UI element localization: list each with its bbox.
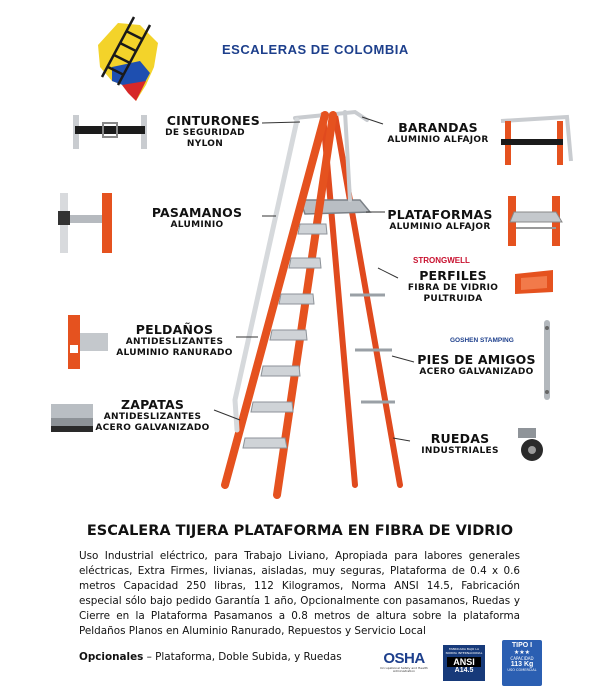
feature-peldanos-title: PELDAÑOS [135,322,214,337]
options-text: – Plataforma, Doble Subida, y Ruedas [143,651,342,663]
feature-zapatas-line2: ACERO GALVANIZADO [95,422,210,433]
feature-barandas-title: BARANDAS [398,120,478,135]
handrail-thumbnail [50,193,122,253]
wheel-thumbnail [510,426,550,462]
product-title: ESCALERA TIJERA PLATAFORMA EN FIBRA DE VIDRIO [86,523,514,539]
uso-text: USO COMERCIAL [507,668,537,672]
feature-pasamanos-title: PASAMANOS [151,205,243,220]
feature-perfiles-line1: FIBRA DE VIDRIO [407,283,499,294]
feature-peldanos-line2: ALUMINIO RANURADO [116,347,233,358]
feature-cinturones-title: CINTURONES [166,113,260,128]
feature-perfiles-line2: PULTRUIDA [423,293,483,304]
feature-pies-line1: ACERO GALVANIZADO [419,367,534,378]
feature-zapatas-title: ZAPATAS [120,397,185,412]
feature-plataformas-title: PLATAFORMAS [387,207,493,222]
goshen-logo: GOSHEN STAMPING [450,337,514,344]
feature-cinturones-line1: DE SEGURIDAD [165,128,245,139]
step-thumbnail [60,315,110,369]
belt-thumbnail [69,111,151,153]
tipo-text: TIPO I [511,642,533,649]
ansi-number: A14.5 [454,667,474,674]
osha-text: OSHA [383,650,425,667]
osha-badge [376,650,432,673]
feature-zapatas-line1: ANTIDESLIZANTES [103,412,202,423]
shoe-thumbnail [49,402,95,434]
ansi-top-text: FABRICADA BAJO LA NORMA INTERNACIONAL [445,647,483,655]
feature-pies-title: PIES DE AMIGOS [417,352,536,367]
product-description: Uso Industrial eléctrico, para Trabajo Liviano, Apropiada para labores generales eléctricas, Extra Firmes, livianas, aisladas, muy seguras, Plataforma de 0.4 x 0.6 metros Capacidad 250 libras, 112 Kilogramos, Norma ANSI 14.5, Fabricación especial sólo bajo pedido Garantía 1 año, Opcionalmente con pasamanos, Ruedas y Cierre en la Plataforma Pasamanos a 0.8 metros de altura sobre la plataforma Peldaños Planos en Aluminio Ranurado, Repuestos y Servicio Local [79,550,520,637]
kg-text: 113 Kg [510,661,534,668]
ansi-badge [443,645,485,681]
brace-thumbnail [540,320,554,400]
capacity-badge [502,640,542,686]
feature-plataformas-line1: ALUMINIO ALFAJOR [389,222,491,233]
ansi-text: ANSI [447,657,481,667]
stars-text: ★★★ [513,649,531,656]
feature-ruedas-line1: INDUSTRIALES [421,446,499,457]
feature-perfiles-title: PERFILES [419,268,487,283]
feature-peldanos-line1: ANTIDESLIZANTES [125,337,224,348]
capacidad-text: CAPACIDAD [510,656,534,661]
feature-ruedas-title: RUEDAS [430,431,490,446]
feature-cinturones-line2: NYLON [186,138,224,149]
product-options [79,651,342,663]
strongwell-logo: STRONGWELL [413,256,470,265]
profile-thumbnail [513,268,555,296]
guard-rail-thumbnail [497,111,575,165]
osha-subtext: Occupational Safety and Health Administration [380,666,428,673]
feature-pasamanos-line1: ALUMINIO [170,220,224,231]
options-label: Opcionales [79,651,144,663]
feature-barandas-line1: ALUMINIO ALFAJOR [387,135,489,146]
platform-thumbnail [500,194,570,246]
brand-name: ESCALERAS DE COLOMBIA [222,42,409,57]
